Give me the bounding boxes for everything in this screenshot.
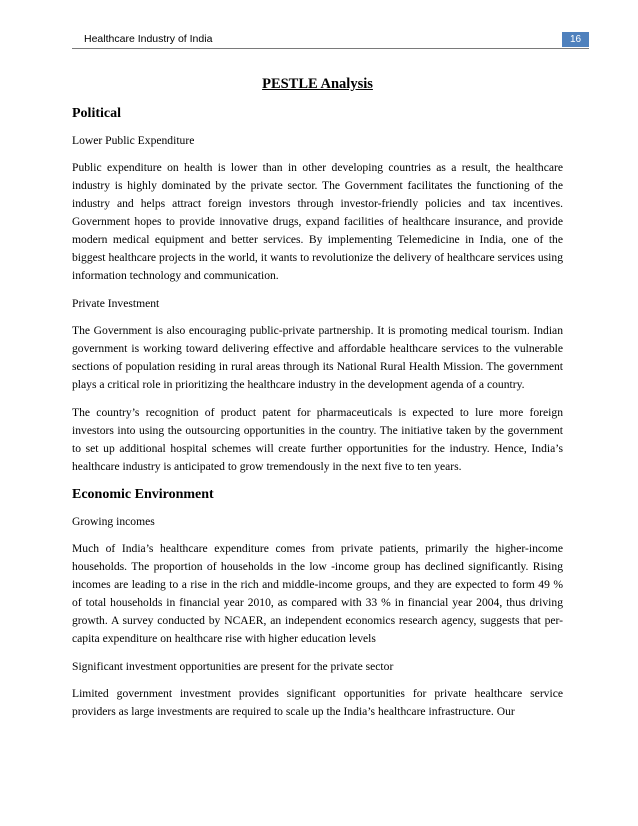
page-title: PESTLE Analysis: [262, 76, 373, 92]
paragraph: Much of India’s healthcare expenditure comes from private patients, primarily the higher-income households. The proportion of households in the low -income group has declined significantly. Rising incomes are leading to a rise in the rich and middle-income groups, and they are expected to form 49 % of total households in financial year 2010, as compared with 33 % in financial year 2004, thus driving growth. A survey conducted by NCAER, an independent economics research agency, suggests that per-capita expenditure on healthcare rise with higher education levels: [72, 542, 563, 645]
subheading-private-investment: Private Investment: [72, 297, 160, 310]
header-title: Healthcare Industry of India: [84, 33, 213, 45]
paragraph: Public expenditure on health is lower than in other developing countries as a result, the healthcare industry is highly dominated by the private sector. The Government facilitates the functioning of the industry and helps attract foreign investors through investor-friendly policies and tax incentives. Government hopes to provide innovative drugs, expand facilities of healthcare insurance, and provide modern medical equipment and better services. By implementing Telemedicine in India, one of the biggest healthcare projects in the world, it wants to revolutionize the delivery of healthcare services using information technology and communication.: [72, 161, 563, 282]
subheading-growing-incomes: Growing incomes: [72, 515, 155, 528]
subheading-lower-public-expenditure: Lower Public Expenditure: [72, 134, 195, 147]
paragraph: The country’s recognition of product patent for pharmaceuticals is expected to lure more foreign investors into using the outsourcing opportunities in the country. The initiative taken by the government to set up additional hospital schemes will create further opportunities for the industry. Hence, India’s healthcare industry is anticipated to grow tremendously in the next five to ten years.: [72, 406, 563, 473]
page-header: [72, 32, 589, 48]
paragraph: The Government is also encouraging public-private partnership. It is promoting medical tourism. Indian government is working toward delivering effective and affordable healthcare services to the vulnerable sections of population residing in rural areas through its National Rural Health Mission. The government plays a critical role in prioritizing the healthcare industry in the development agenda of a country.: [72, 324, 563, 391]
subheading-investment-opportunities: Significant investment opportunities are present for the private sector: [72, 660, 394, 673]
page-number-badge: 16: [562, 32, 589, 47]
document-body: [72, 76, 563, 731]
section-heading-economic: Economic Environment: [72, 487, 214, 502]
paragraph: Limited government investment provides significant opportunities for private healthcare service providers as large investments are required to scale up the India’s healthcare infrastructure. Our: [72, 687, 563, 718]
header-divider: [72, 48, 589, 49]
section-heading-political: Political: [72, 106, 121, 121]
